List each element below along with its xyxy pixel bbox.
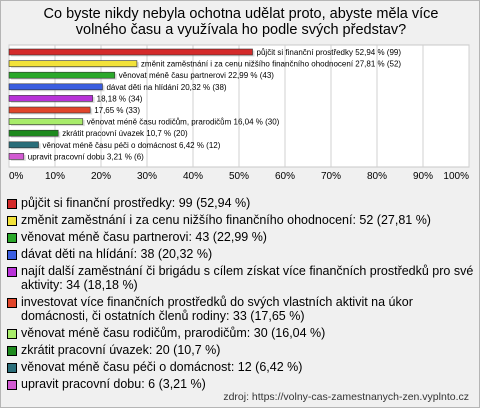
bar xyxy=(9,72,115,78)
bar-label: půjčit si finanční prostředky 52,94 % (99) xyxy=(256,48,402,57)
legend-label: věnovat méně času partnerovi: 43 (22,99 %) xyxy=(21,230,267,244)
bar-label: zkrátit pracovní úvazek 10,7 % (20) xyxy=(62,129,188,139)
x-tick-label: 10% xyxy=(44,171,66,182)
legend-swatch xyxy=(7,216,17,226)
legend-item xyxy=(7,360,477,374)
legend-swatch xyxy=(7,380,17,390)
bar-label: upravit pracovní dobu 3,21 % (6) xyxy=(27,152,144,162)
bar-label: věnovat méně času péči o domácnost 6,42 % (12) xyxy=(42,140,221,150)
legend-swatch xyxy=(7,329,17,339)
bar-label: věnovat méně času rodičům, prarodičům 16,04 % (30) xyxy=(86,117,280,127)
x-tick-label: 40% xyxy=(182,171,204,182)
legend-label: půjčit si finanční prostředky: 99 (52,94 %) xyxy=(21,196,251,210)
x-tick-label: 20% xyxy=(90,171,112,182)
bar-label: dávat děti na hlídání 20,32 % (38) xyxy=(106,82,227,92)
legend-swatch xyxy=(7,199,17,209)
legend-item xyxy=(7,343,477,357)
legend-label: zkrátit pracovní úvazek: 20 (10,7 %) xyxy=(21,343,221,357)
x-tick-label: 80% xyxy=(366,171,388,182)
legend-label: investovat více finančních prostředků do svých vlastních aktivit na úkor domácnosti, či ostatních členů rodiny: 33 (17,65 %) xyxy=(21,295,413,323)
bar xyxy=(9,130,58,136)
bar xyxy=(9,84,102,90)
chart-title-line-1: Co byste nikdy nebyla ochotna udělat proto, abyste měla více xyxy=(43,6,439,22)
legend-label: změnit zaměstnání i za cenu nižšího finančního ohodnocení: 52 (27,81 %) xyxy=(21,213,431,227)
x-tick-label: 30% xyxy=(136,171,158,182)
bar-label: 18,18 % (34) xyxy=(96,94,143,104)
legend-item xyxy=(7,230,477,244)
legend-item xyxy=(7,264,477,292)
bar-label: věnovat méně času partnerovi 22,99 % (43) xyxy=(118,71,274,81)
bar-label: 17,65 % (33) xyxy=(94,106,141,115)
x-tick-label: 100% xyxy=(443,171,469,182)
legend-label: věnovat méně času rodičům, prarodičům: 30 (16,04 %) xyxy=(21,326,326,340)
bar xyxy=(9,119,83,125)
chart-title-line-2: volného času a využívala ho podle svých představ? xyxy=(75,22,407,38)
legend-item xyxy=(7,247,477,261)
legend-swatch xyxy=(7,233,17,243)
legend-item xyxy=(7,213,477,227)
bar xyxy=(9,142,39,148)
bar xyxy=(9,95,93,101)
legend-item xyxy=(7,377,477,391)
legend-label: věnovat méně času péči o domácnost: 12 (6,42 %) xyxy=(21,360,303,374)
legend-label: dávat děti na hlídání: 38 (20,32 %) xyxy=(21,247,213,261)
x-tick-label: 50% xyxy=(228,171,250,182)
legend-swatch xyxy=(7,267,17,277)
x-tick-label: 90% xyxy=(412,171,434,182)
bar xyxy=(9,61,137,67)
legend-item xyxy=(7,326,477,340)
chart-legend xyxy=(7,196,477,394)
legend-label: upravit pracovní dobu: 6 (3,21 %) xyxy=(21,377,206,391)
legend-swatch xyxy=(7,363,17,373)
legend-item xyxy=(7,196,477,210)
legend-label: najít další zaměstnání či brigádu s cílem získat více finančních prostředků pro své aktivity: 34 (18,18 %) xyxy=(21,264,474,292)
legend-swatch xyxy=(7,346,17,356)
source-note: zdroj: https://volny-cas-zamestnanych-zen.vyplnto.cz xyxy=(223,391,469,403)
legend-swatch xyxy=(7,298,17,308)
bar xyxy=(9,49,253,55)
bar-chart xyxy=(1,1,479,196)
bar xyxy=(9,107,90,113)
x-tick-label: 70% xyxy=(320,171,342,182)
legend-item xyxy=(7,295,477,323)
legend-swatch xyxy=(7,250,17,260)
x-tick-label: 60% xyxy=(274,171,296,182)
x-tick-label: 0% xyxy=(9,171,24,182)
bar xyxy=(9,153,24,159)
bar-label: změnit zaměstnání i za cenu nižšího finančního ohodnocení 27,81 % (52) xyxy=(140,59,402,69)
